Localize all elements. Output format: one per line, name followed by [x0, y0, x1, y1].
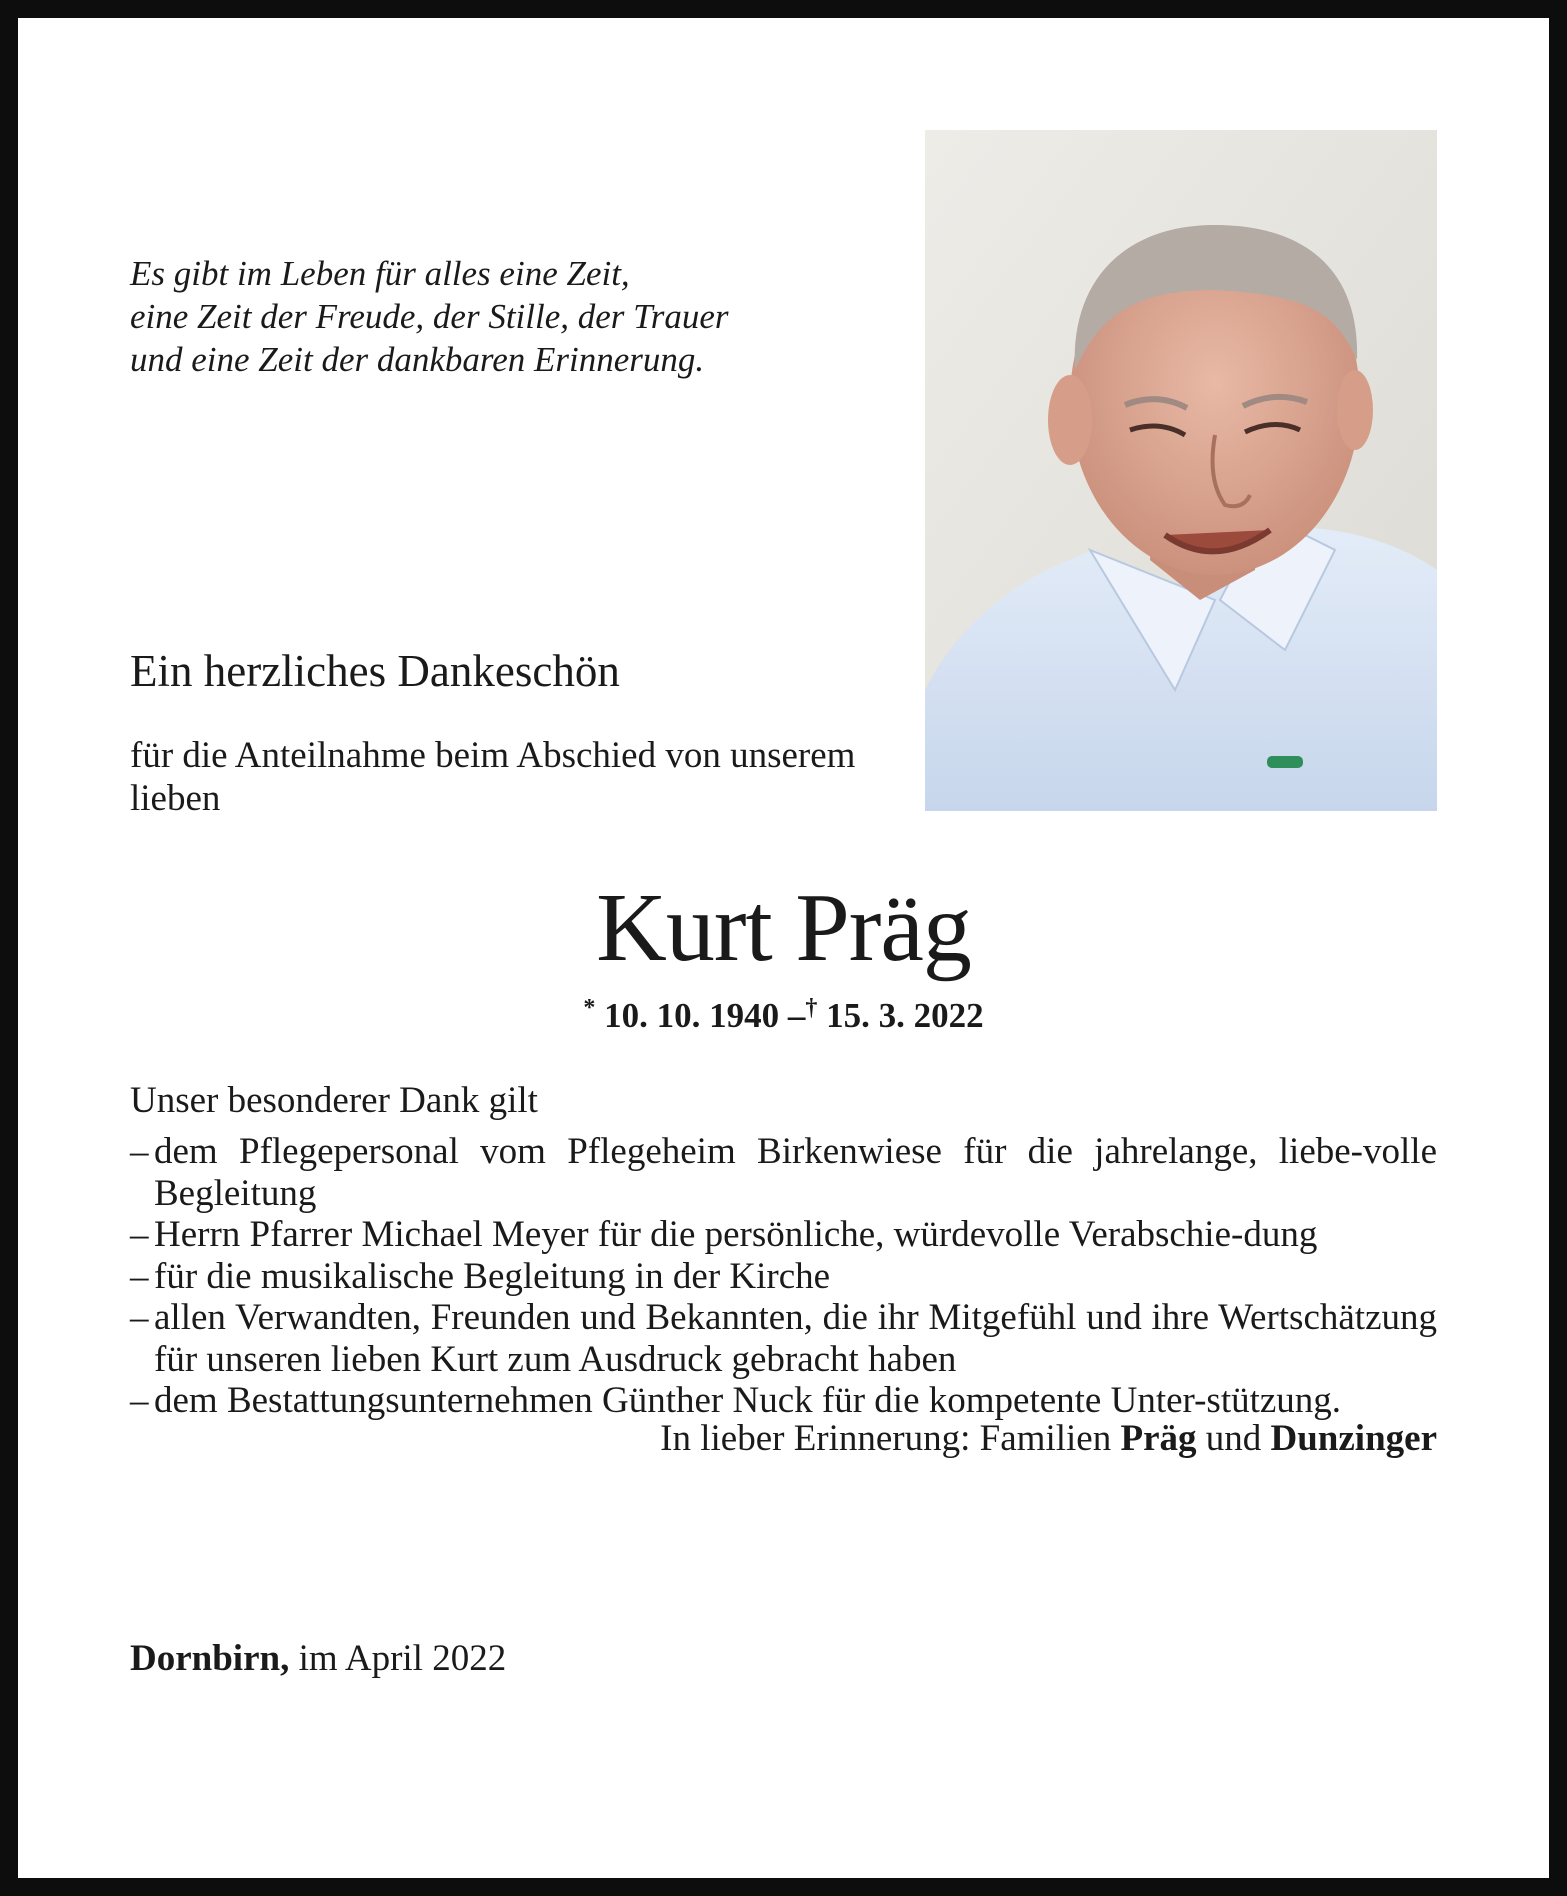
gratitude-list	[130, 1131, 1437, 1422]
dash-bullet: –	[130, 1255, 149, 1297]
birth-date: 10. 10. 1940	[604, 996, 780, 1035]
death-date: 15. 3. 2022	[826, 996, 984, 1035]
item-text: dem Bestattungsunternehmen Günther Nuck für die kompetente Unter-stützung.	[154, 1380, 1342, 1421]
place-date	[130, 1637, 506, 1680]
family-name-1: Präg	[1120, 1418, 1197, 1459]
life-dates	[0, 995, 1567, 1036]
poem-quote	[130, 252, 850, 381]
closing-prefix: In lieber Erinnerung: Familien	[660, 1418, 1112, 1459]
list-item	[130, 1256, 1437, 1298]
dash-bullet: –	[130, 1131, 149, 1172]
list-item	[130, 1380, 1437, 1422]
birth-symbol: *	[583, 995, 596, 1021]
dash-bullet: –	[130, 1214, 149, 1255]
closing-line	[660, 1417, 1437, 1460]
item-text: allen Verwandten, Freunden und Bekannten, die ihr Mitgefühl und ihre Wertschätzung für unseren lieben Kurt zum Ausdruck gebracht haben	[154, 1297, 1437, 1380]
portrait-photo	[925, 130, 1437, 811]
quote-line: eine Zeit der Freude, der Stille, der Trauer	[130, 297, 729, 336]
family-name-2: Dunzinger	[1270, 1418, 1437, 1459]
quote-line: Es gibt im Leben für alles eine Zeit,	[130, 254, 630, 293]
place-date-text: im April 2022	[298, 1638, 507, 1679]
item-text: Herrn Pfarrer Michael Meyer für die persönliche, würdevolle Verabschie-dung	[154, 1214, 1318, 1255]
place-city: Dornbirn,	[130, 1638, 290, 1679]
deceased-name: Kurt Präg	[596, 874, 971, 982]
list-item	[130, 1131, 1437, 1214]
thanks-intro: für die Anteilnahme beim Abschied von unserem lieben	[130, 735, 856, 819]
dash-bullet: –	[130, 1297, 149, 1338]
date-separator: –	[787, 996, 806, 1035]
thanks-title: Ein herzliches Dankeschön	[130, 646, 620, 696]
item-text: für die musikalische Begleitung in der Kirche	[154, 1255, 831, 1297]
list-item	[130, 1214, 1437, 1256]
death-symbol: †	[805, 995, 818, 1021]
list-item	[130, 1297, 1437, 1380]
item-text: dem Pflegepersonal vom Pflegeheim Birkenwiese für die jahrelange, liebe-volle Begleitung	[154, 1131, 1437, 1214]
gratitude-header: Unser besonderer Dank gilt	[130, 1080, 538, 1121]
dash-bullet: –	[130, 1380, 149, 1421]
closing-conj: und	[1205, 1418, 1262, 1459]
quote-line: und eine Zeit der dankbaren Erinnerung.	[130, 340, 705, 379]
